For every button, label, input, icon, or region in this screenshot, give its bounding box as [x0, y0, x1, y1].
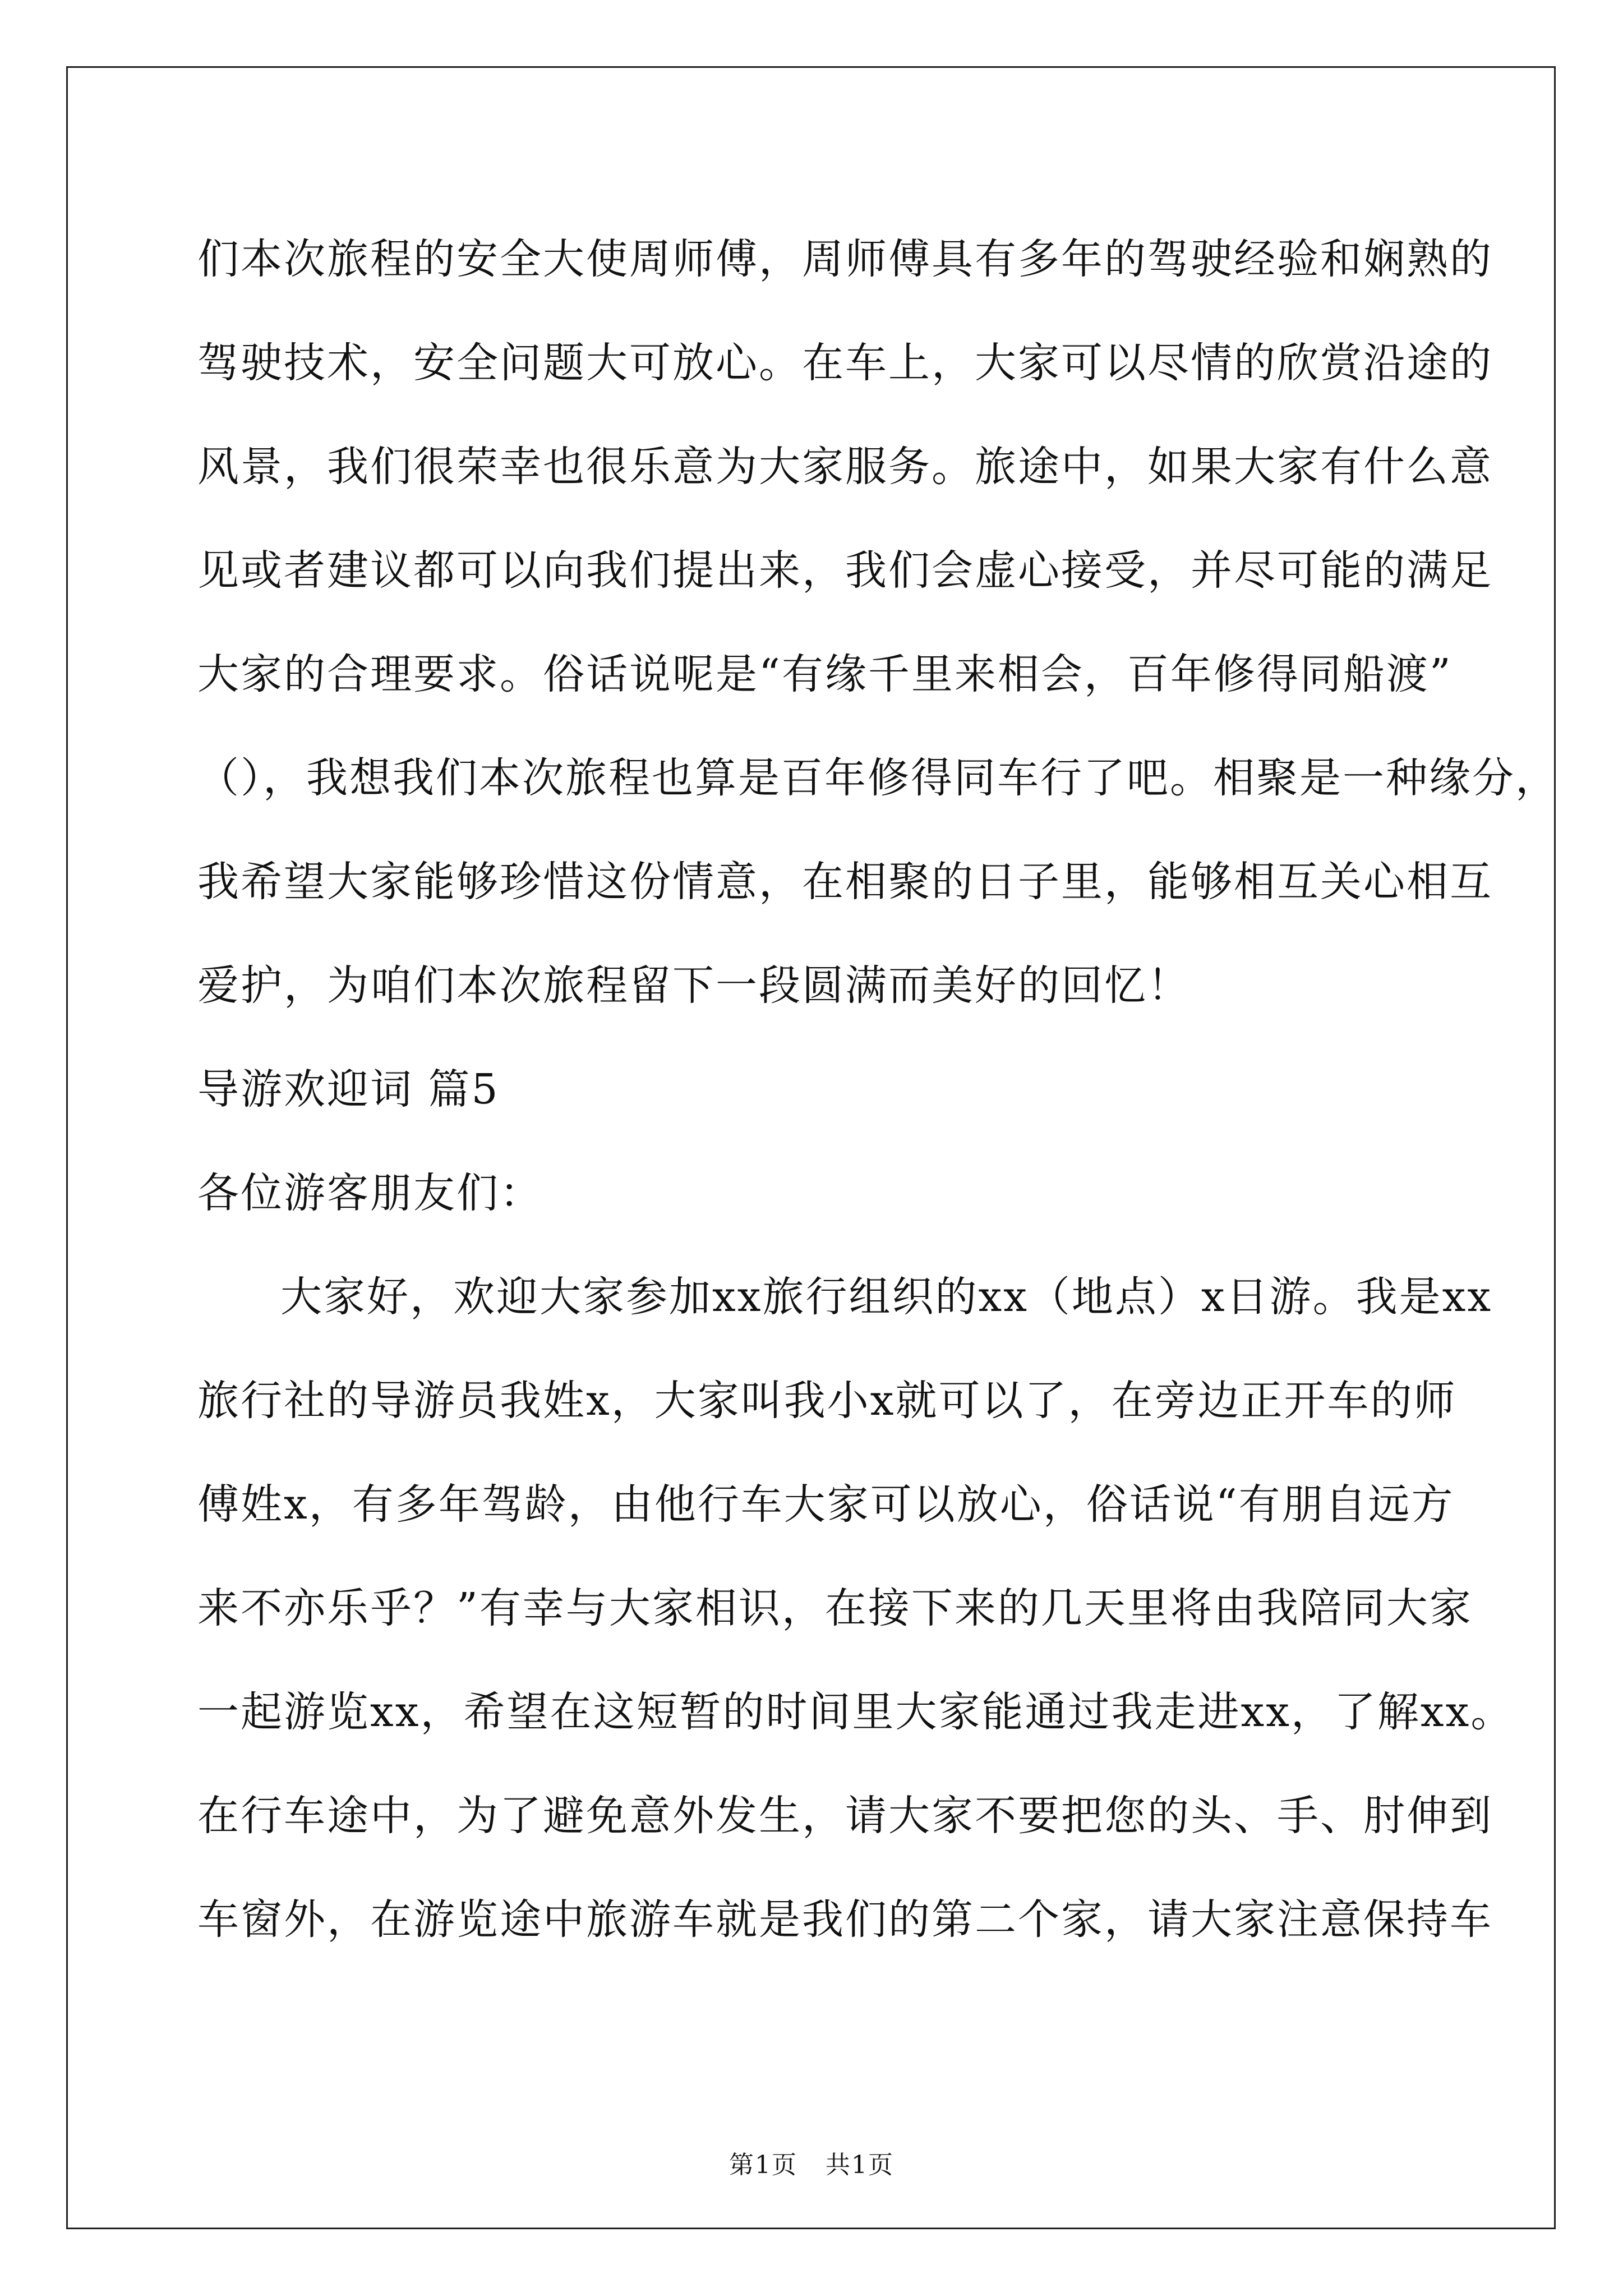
text-line: 来不亦乐乎？”有幸与大家相识，在接下来的几天里将由我陪同大家 [197, 1584, 1473, 1632]
text-line: 傅姓x，有多年驾龄，由他行车大家可以放心，俗话说“有朋自远方 [197, 1480, 1455, 1529]
text-line: 在行车途中，为了避免意外发生，请大家不要把您的头、手、肘伸到 [197, 1792, 1493, 1840]
text-line: 驾驶技术，安全问题大可放心。在车上，大家可以尽情的欣赏沿途的 [197, 339, 1493, 387]
text-line: 一起游览xx，希望在这短暂的时间里大家能通过我走进xx，了解xx。 [197, 1688, 1514, 1736]
text-line: 旅行社的导游员我姓x，大家叫我小x就可以了，在旁边正开车的师 [197, 1377, 1457, 1425]
text-line: 车窗外，在游览途中旅游车就是我们的第二个家，请大家注意保持车 [197, 1895, 1493, 1944]
text-line: 风景，我们很荣幸也很乐意为大家服务。旅途中，如果大家有什么意 [197, 443, 1493, 491]
page-footer [0, 2148, 1623, 2182]
text-line: 我希望大家能够珍惜这份情意，在相聚的日子里，能够相互关心相互 [197, 858, 1493, 906]
salutation: 各位游客朋友们： [197, 1169, 543, 1217]
page-total: 共1页 [826, 2151, 894, 2179]
text-line: 爱护，为咱们本次旅程留下一段圆满而美好的回忆！ [197, 961, 1191, 1010]
text-line: 大家的合理要求。俗话说呢是“有缘千里来相会，百年修得同船渡” [197, 650, 1453, 698]
page-number: 第1页 [729, 2151, 797, 2179]
section-heading: 导游欢迎词 篇5 [197, 1065, 500, 1114]
document-body [197, 208, 1559, 1972]
text-line: 们本次旅程的安全大使周师傅，周师傅具有多年的驾驶经验和娴熟的 [197, 235, 1493, 283]
text-line: 见或者建议都可以向我们提出来，我们会虚心接受，并尽可能的满足 [197, 546, 1493, 595]
text-line: 大家好，欢迎大家参加xx旅行组织的xx（地点）x日游。我是xx [280, 1273, 1493, 1321]
text-line: （），我想我们本次旅程也算是百年修得同车行了吧。相聚是一种缘分， [197, 754, 1559, 802]
